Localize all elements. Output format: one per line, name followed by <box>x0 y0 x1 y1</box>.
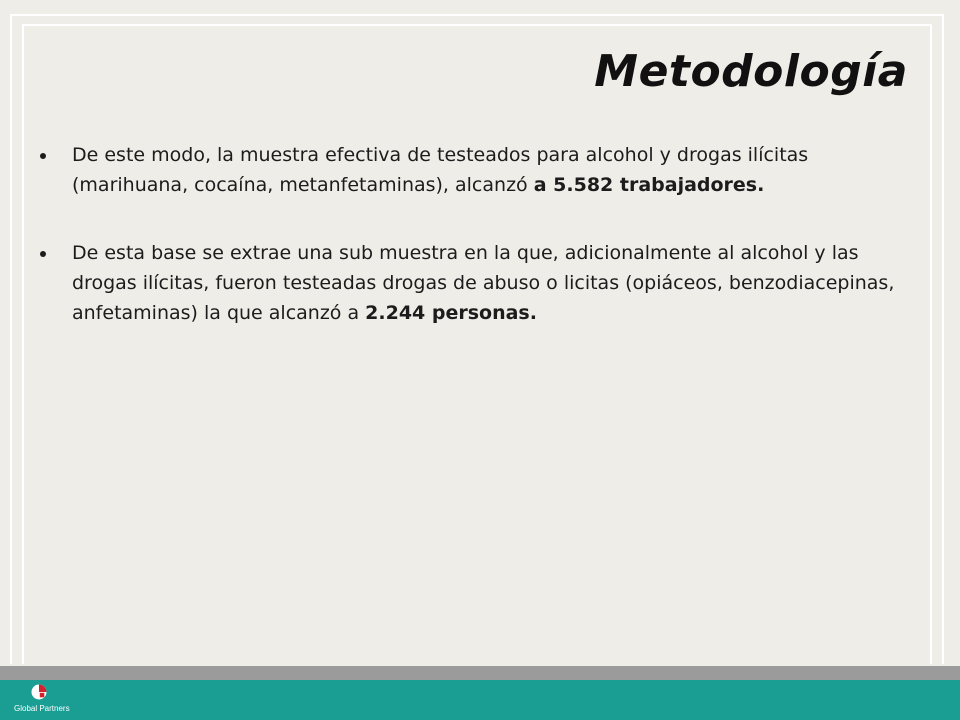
global-partners-logo <box>14 682 74 718</box>
bullet-text: De esta base se extrae una sub muestra en la que, adicionalmente al alcohol y las drogas ilícitas, fueron testeadas drogas de abuso o licitas (opiáceos, benzodiacepinas, anfetaminas) la que alcanzó a <box>72 242 895 324</box>
bullet-item <box>40 238 920 328</box>
bullet-list <box>40 140 920 366</box>
frame-inner-top-line <box>22 24 932 26</box>
bullet-dot-icon <box>40 251 46 257</box>
frame-left-line <box>10 14 12 664</box>
footer-gray-band <box>0 666 960 680</box>
slide-title: Metodología <box>594 46 908 97</box>
bullet-item <box>40 140 920 200</box>
frame-top-line <box>10 14 944 16</box>
frame-inner-right-line <box>930 24 932 664</box>
bullet-dot-icon <box>40 153 46 159</box>
bullet-bold-text: 2.244 personas. <box>365 302 537 324</box>
bullet-text: De este modo, la muestra efectiva de testeados para alcohol y drogas ilícitas (marihuana, cocaína, metanfetaminas), alcanzó <box>72 144 809 196</box>
frame-inner-left-line <box>22 24 24 664</box>
frame-right-line <box>942 14 944 664</box>
logo-text: Global Partners <box>14 704 70 713</box>
global-partners-logo-icon <box>31 684 47 700</box>
footer-teal-band <box>0 680 960 720</box>
bullet-bold-text: a 5.582 trabajadores. <box>533 174 765 196</box>
